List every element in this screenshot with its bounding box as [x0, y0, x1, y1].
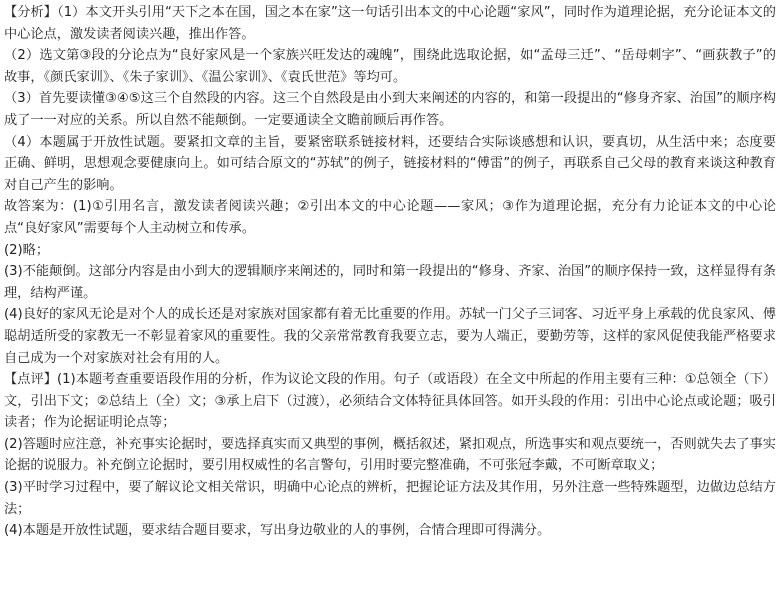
comment-text-1: (1)本题考查重要语段作用的分析，作为议论文段的作用。句子（或语段）在全文中所起的作用主要有三种：①总领全（下）文，引出下文；②总结上（全）文；③承上启下（过渡），必须结合文体特征具体回答。如开头段的作用：引出中心论点或论题；吸引读者；作为论据证明论点等； — [4, 372, 777, 431]
analysis-paragraph-4: （4）本题属于开放性试题。要紧扣文章的主旨，要紧密联系链接材料，还要结合实际谈感想和认识，要真切，从生活中来；态度要正确、鲜明，思想观念要健康向上。如可结合原文的“苏轼”的例子，链接材料的“傅雷”的例子，再联系自己父母的教育来谈这种教育对自己产生的影响。 — [4, 134, 776, 193]
analysis-paragraph-3: （3）首先要读懂③④⑤这三个自然段的内容。这三个自然段是由小到大来阐述的内容的，和第一段提出的“修身齐家、治国”的顺序构成了一一对应的关系。所以自然不能颠倒。一定要通读全文瞻前顾后再作答。 — [4, 91, 776, 128]
comment-paragraph-1 — [4, 369, 776, 434]
comment-paragraph-3: (3)平时学习过程中，要了解议论文相关常识，明确中心论点的辨析，把握论证方法及其作用，另外注意一些特殊题型，边做边总结方法； — [4, 480, 776, 517]
answer-paragraph-1: 故答案为：(1)①引用名言，激发读者阅读兴趣；②引出本文的中心论题——家风；③作为道理论据，充分有力论证本文的中心论点“良好家风”需要每个人主动树立和传承。 — [4, 199, 776, 236]
comment-paragraph-2: (2)答题时应注意，补充事实论据时，要选择真实而又典型的事例，概括叙述，紧扣观点，所选事实和观点要统一，否则就失去了事实论据的说服力。补充倒立论据时，要引用权威性的名言警句，引用时要完整准确，不可张冠李戴，不可断章取义； — [4, 436, 776, 474]
comment-paragraph-4: (4)本题是开放性试题，要求结合题目要求，写出身边敬业的人的事例，合情合理即可得满分。 — [4, 523, 551, 539]
answer-paragraph-3: (3)不能颠倒。这部分内容是由小到大的逻辑顺序来阐述的，同时和第一段提出的“修身、齐家、治国”的顺序保持一致，这样显得有条理，结构严谨。 — [4, 264, 776, 301]
analysis-text-1: （1）本文开头引用“天下之本在国，国之本在家”这一句话引出本文的中心论题“家风”，同时作为道理论据，充分论证本文的中心论点，激发读者阅读兴趣，推出作答。 — [4, 5, 776, 42]
answer-paragraph-4: (4)良好的家风无论是对个人的成长还是对家族对国家都有着无比重要的作用。苏轼一门父子三词客、习近平身上承载的优良家风、傅聪胡适所受的家教无一不彰显着家风的重要性。我的父亲常常教育我要立志，要为人端正，要勤劳等，这样的家风促使我能严格要求自己成为一个对家族对社会有用的人。 — [4, 307, 776, 366]
analysis-paragraph-1 — [4, 2, 776, 45]
analysis-paragraph-2: （2）选文第③段的分论点为“良好家风是一个家族兴旺发达的魂魄”，围绕此选取论据，如“孟母三迁”、“岳母刺字”、“画荻教子”的故事，《颜氏家训》、《朱子家训》、《温公家训》、《袁氏世范》等均可。 — [4, 48, 776, 85]
comment-tag: 【点评】 — [4, 372, 57, 388]
answer-paragraph-2: (2)略； — [4, 242, 50, 258]
analysis-tag: 【分析】 — [4, 5, 58, 20]
